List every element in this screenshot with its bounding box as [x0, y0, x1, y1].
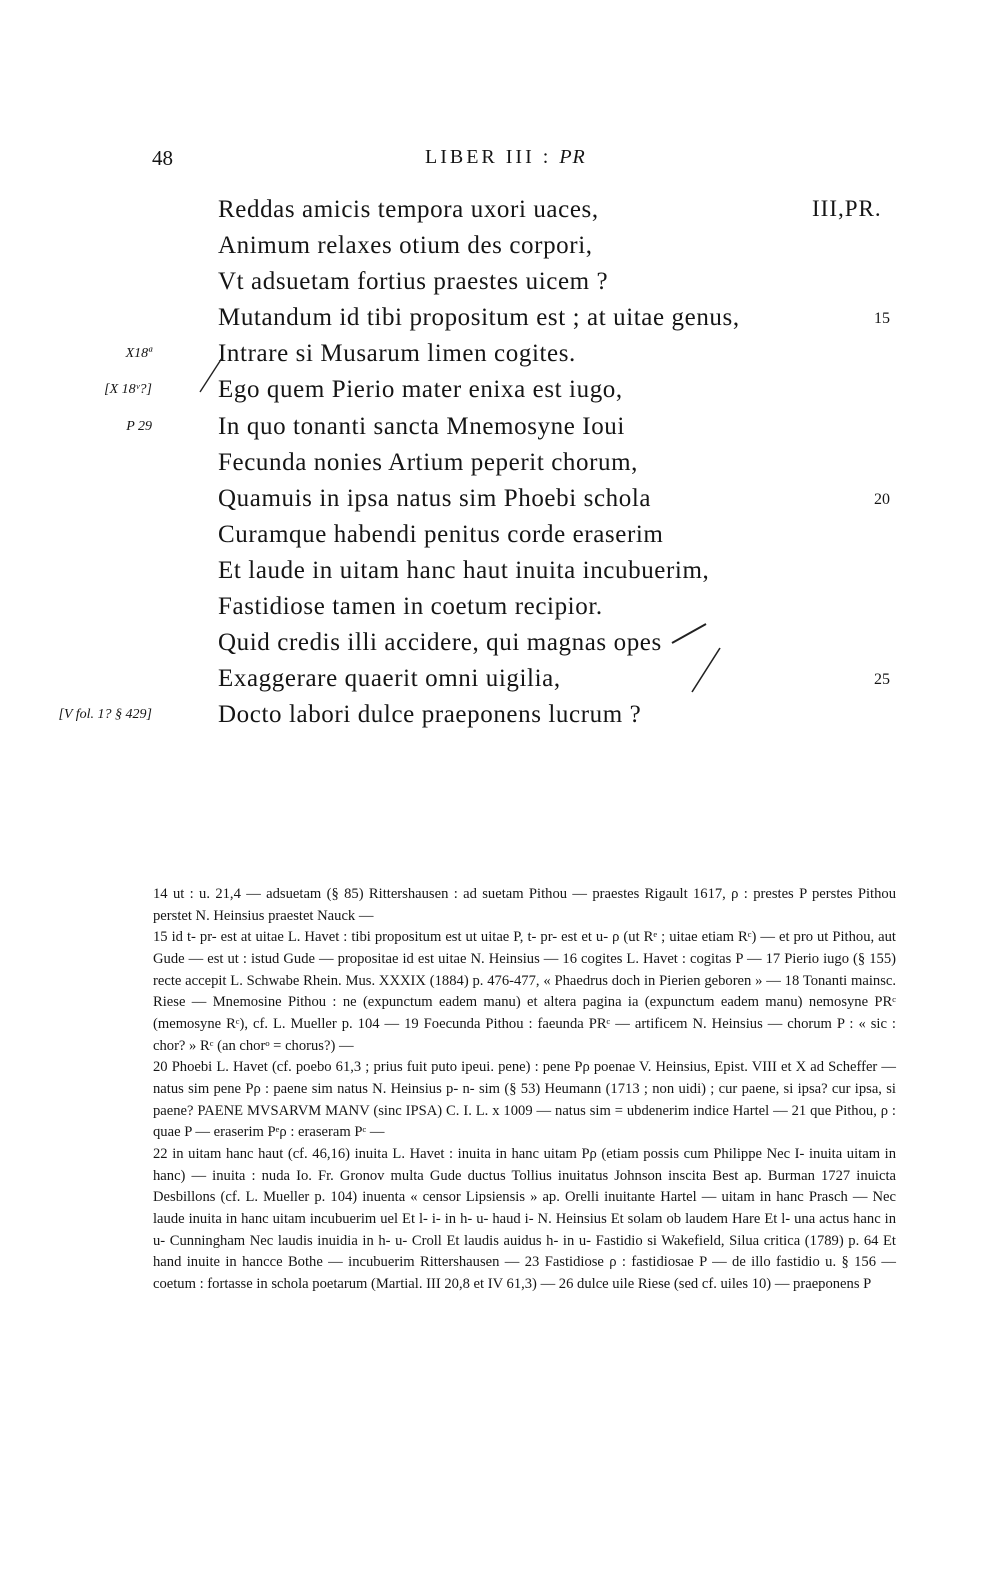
verse-line-18 — [0, 413, 1000, 449]
verse-text: Reddas amicis tempora uxori uaces, — [218, 196, 599, 223]
verse-text: Mutandum id tibi propositum est ; at uitae genus, — [218, 304, 740, 332]
apparatus-paragraph: 22 in uitam hanc haut (cf. 46,16) inuita L. Havet : inuita in hanc uitam Pρ (etiam possis cum Philippe Nec I- inuita uitam in hanc) — inuita : nuda Io. Fr. Gronov multa Gude ductus Tollius inuitatus Johnson inscita Best ap. Burman 1727 inuicta Desbillons (cf. L. Mueller p. 104) inuenta « censor Lipsiensis » ap. Orelli inuitante Hartel — uitam in hanc Prasch — Nec laude inuita in hanc uitam incubuerim uel Et l- i- in h- u- haud i- N. Heinsius Et solam ob laudem Hare Et l- una actus hanc in u- Cunningham Nec laudis inuidia in h- u- Croll Et laudis auidus h- in u- Fastidio si Wakefield, Silua critica (1789) p. 64 Et hand inuite in hancce Bothe — incubuerim Rittershausen — 23 Fastidiose ρ : fastidiosae P — de illo fastidio u. § 156 — coetum : fortasse in schola poetarum (Martial. III 20,8 et IV 61,3) — 26 dulce uile Riese (sed cf. uiles 10) — praeponens P — [153, 1145, 896, 1292]
verse-line-21 — [0, 521, 1000, 557]
running-head-title: LIBER III : — [425, 146, 552, 168]
margin-note: [X 18ᵛ?] — [104, 382, 152, 398]
verse-line-14 — [0, 268, 1000, 304]
line-number: 20 — [874, 490, 890, 508]
verse-line-15 — [0, 304, 1000, 340]
verse-text: Ego quem Pierio mater enixa est iugo, — [218, 376, 623, 404]
verse-line-25 — [0, 665, 1000, 701]
margin-note: [V fol. 1? § 429] — [58, 707, 152, 723]
verse-line-12 — [0, 196, 1000, 232]
verse-text: Et laude in uitam hanc haut inuita incubuerim, — [218, 556, 710, 584]
verse-line-22 — [0, 557, 1000, 593]
verse-line-20 — [0, 485, 1000, 521]
verse-block — [0, 196, 1000, 737]
verse-line-13 — [0, 232, 1000, 268]
verse-line-26 — [0, 701, 1000, 737]
apparatus-paragraph: 20 Phoebi L. Havet (cf. poebo 61,3 ; prius fuit puto ipeui. pene) : pene Pρ poenae V. Heinsius, Epist. VIII et X ad Scheffer — natus sim pene Pρ : paene sim natus N. Heinsius p- n- sim (§ 53) Heumann (1713 ; non uidi) ; cur paene, si ipsa? cur ipsa, si paene? PAENE MVSARVM MANV (sinc IPSA) C. I. L. x 1009 — natus sim = ubdenerim indice Hartel — 21 que Pithou, ρ : quae P — eraserim Pᵉρ : eraseram Pᶜ — — [153, 1059, 896, 1141]
verse-text: Vt adsuetam fortius praestes uicem ? — [218, 268, 609, 296]
verse-line-16 — [0, 340, 1000, 376]
verse-line-17 — [0, 376, 1000, 412]
verse-line-23 — [0, 593, 1000, 629]
verse-text: Docto labori dulce praeponens lucrum ? — [218, 701, 642, 729]
verse-text: Quamuis in ipsa natus sim Phoebi schola — [218, 484, 652, 512]
verse-text: Fastidiose tamen in coetum recipior. — [218, 593, 603, 621]
verse-text: Quid credis illi accidere, qui magnas opes — [218, 629, 662, 657]
verse-line-24 — [0, 629, 1000, 665]
critical-apparatus — [153, 884, 896, 1295]
apparatus-paragraph: 14 ut : u. 21,4 — adsuetam (§ 85) Rittershausen : ad suetam Pithou — praestes Rigault 1617, ρ : prestes P perstes Pithou perstet N. Heinsius praestet Nauck — — [153, 886, 896, 924]
line-number: 25 — [874, 671, 890, 689]
page-number: 48 — [152, 146, 173, 170]
verse-text: Animum relaxes otium des corpori, — [218, 232, 593, 260]
running-head — [425, 146, 586, 169]
margin-note: X18ª — [125, 346, 152, 362]
running-head-siglum: PR — [559, 146, 586, 168]
apparatus-paragraph: 15 id t- pr- est at uitae L. Havet : tibi propositum est ut uitae P, t- pr- est et u- ρ (ut Rᵉ ; uitae etiam Rᶜ) — et pro ut Pithou, aut Gude — est ut : istud Gude — propositae id est uitae N. Heinsius — 16 cogites L. Havet : cogitas P — 17 Pierio iugo (§ 155) recte accepit L. Schwabe Rhein. Mus. XXXIX (1884) p. 476-477, « Phaedrus doch in Pierien geboren » — 18 Tonanti mainsc. Riese — Mnemosine Pithou : ne (expunctum eadem manu) et altera pagina ia (expunctum eadem manu) nemosyne PRᶜ (memosyne Rᶜ), cf. L. Mueller p. 104 — 19 Foecunda Pithou : faeunda PRᶜ — artificem N. Heinsius — chorum P : « sic : chor? » Rᶜ (an chorᵒ = chorus?) — — [153, 929, 896, 1054]
verse-text: Curamque habendi penitus corde eraserim — [218, 520, 664, 548]
verse-text: Intrare si Musarum limen cogites. — [218, 340, 576, 368]
verse-text: Fecunda nonies Artium peperit chorum, — [218, 448, 639, 476]
line-number: 15 — [874, 310, 890, 328]
margin-note: P 29 — [126, 418, 152, 434]
book-reference: III,PR. — [812, 196, 882, 221]
verse-line-19 — [0, 449, 1000, 485]
verse-text: In quo tonanti sancta Mnemosyne Ioui — [218, 412, 625, 440]
verse-text: Exaggerare quaerit omni uigilia, — [218, 665, 561, 693]
